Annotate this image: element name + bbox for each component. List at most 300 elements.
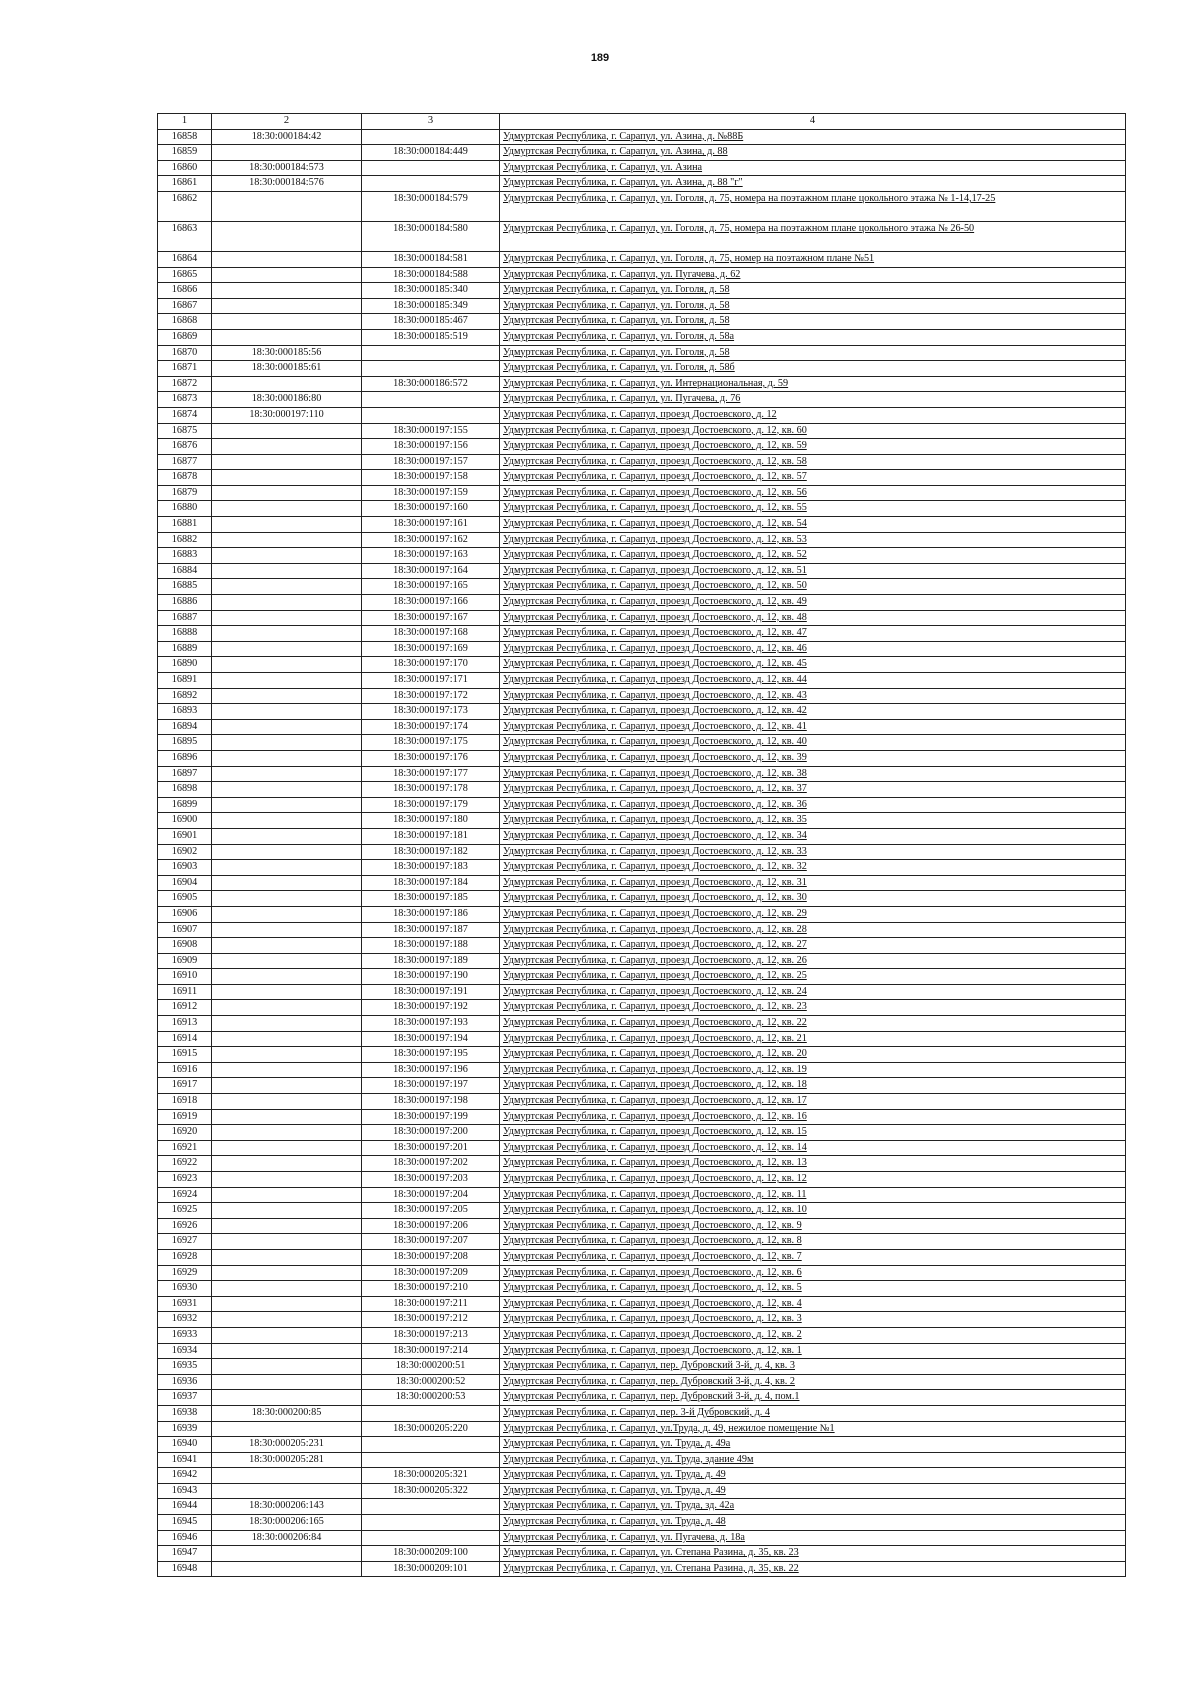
cadastral-number-land <box>212 844 362 860</box>
cadastral-number-land <box>212 610 362 626</box>
table-row <box>158 595 1126 611</box>
address: Удмуртская Республика, г. Сарапул, ул. Азина, д. 88 <box>500 145 1126 161</box>
row-number: 16896 <box>158 750 212 766</box>
cadastral-number-building <box>362 392 500 408</box>
cadastral-number-land <box>212 145 362 161</box>
cadastral-number-land <box>212 1390 362 1406</box>
address: Удмуртская Республика, г. Сарапул, ул. Гоголя, д. 58 <box>500 314 1126 330</box>
row-number: 16884 <box>158 563 212 579</box>
row-number: 16911 <box>158 984 212 1000</box>
table-row <box>158 145 1126 161</box>
table-row <box>158 1109 1126 1125</box>
address: Удмуртская Республика, г. Сарапул, проезд Достоевского, д. 12 <box>500 407 1126 423</box>
cadastral-number-land <box>212 221 362 251</box>
address: Удмуртская Республика, г. Сарапул, проезд Достоевского, д. 12, кв. 59 <box>500 439 1126 455</box>
table-row <box>158 984 1126 1000</box>
cadastral-number-building: 18:30:000197:162 <box>362 532 500 548</box>
cadastral-number-building: 18:30:000184:581 <box>362 251 500 267</box>
address: Удмуртская Республика, г. Сарапул, проезд Достоевского, д. 12, кв. 55 <box>500 501 1126 517</box>
cadastral-number-land <box>212 563 362 579</box>
row-number: 16872 <box>158 376 212 392</box>
address: Удмуртская Республика, г. Сарапул, проезд Достоевского, д. 12, кв. 48 <box>500 610 1126 626</box>
cadastral-number-land <box>212 891 362 907</box>
cadastral-number-land <box>212 735 362 751</box>
cadastral-number-land <box>212 1172 362 1188</box>
row-number: 16867 <box>158 298 212 314</box>
cadastral-number-land <box>212 1062 362 1078</box>
cadastral-number-land <box>212 813 362 829</box>
cadastral-number-building: 18:30:000197:163 <box>362 548 500 564</box>
table-row <box>158 1000 1126 1016</box>
cadastral-number-building: 18:30:000197:156 <box>362 439 500 455</box>
address: Удмуртская Республика, г. Сарапул, ул. Гоголя, д. 58б <box>500 361 1126 377</box>
table-row <box>158 1483 1126 1499</box>
cadastral-number-land <box>212 454 362 470</box>
table-row <box>158 1016 1126 1032</box>
table-row <box>158 1343 1126 1359</box>
cadastral-number-building: 18:30:000197:185 <box>362 891 500 907</box>
row-number: 16902 <box>158 844 212 860</box>
column-header-3: 3 <box>362 114 500 130</box>
row-number: 16863 <box>158 221 212 251</box>
table-row <box>158 860 1126 876</box>
cadastral-number-building: 18:30:000200:51 <box>362 1359 500 1375</box>
row-number: 16910 <box>158 969 212 985</box>
cadastral-number-land <box>212 1218 362 1234</box>
cadastral-number-building: 18:30:000197:207 <box>362 1234 500 1250</box>
row-number: 16875 <box>158 423 212 439</box>
row-number: 16942 <box>158 1468 212 1484</box>
address: Удмуртская Республика, г. Сарапул, ул. Интернациональная, д. 59 <box>500 376 1126 392</box>
cadastral-number-building: 18:30:000197:212 <box>362 1312 500 1328</box>
table-row <box>158 750 1126 766</box>
table-row <box>158 891 1126 907</box>
address: Удмуртская Республика, г. Сарапул, ул. Пугачева, д. 18а <box>500 1530 1126 1546</box>
cadastral-number-building: 18:30:000209:101 <box>362 1561 500 1577</box>
row-number: 16918 <box>158 1094 212 1110</box>
row-number: 16913 <box>158 1016 212 1032</box>
row-number: 16908 <box>158 938 212 954</box>
table-row <box>158 1187 1126 1203</box>
cadastral-number-building: 18:30:000197:191 <box>362 984 500 1000</box>
row-number: 16882 <box>158 532 212 548</box>
address: Удмуртская Республика, г. Сарапул, ул. Пугачева, д. 76 <box>500 392 1126 408</box>
cadastral-number-land <box>212 298 362 314</box>
cadastral-number-land <box>212 1343 362 1359</box>
table-row <box>158 423 1126 439</box>
row-number: 16894 <box>158 719 212 735</box>
table-row <box>158 1530 1126 1546</box>
row-number: 16923 <box>158 1172 212 1188</box>
cadastral-number-land <box>212 532 362 548</box>
cadastral-number-building: 18:30:000197:183 <box>362 860 500 876</box>
address: Удмуртская Республика, г. Сарапул, ул. Труда, д. 48 <box>500 1515 1126 1531</box>
address: Удмуртская Республика, г. Сарапул, проезд Достоевского, д. 12, кв. 12 <box>500 1172 1126 1188</box>
row-number: 16919 <box>158 1109 212 1125</box>
table-row <box>158 828 1126 844</box>
row-number: 16881 <box>158 517 212 533</box>
table-row <box>158 160 1126 176</box>
row-number: 16932 <box>158 1312 212 1328</box>
address: Удмуртская Республика, г. Сарапул, проезд Достоевского, д. 12, кв. 54 <box>500 517 1126 533</box>
cadastral-number-land <box>212 470 362 486</box>
table-row <box>158 517 1126 533</box>
address: Удмуртская Республика, г. Сарапул, проезд Достоевского, д. 12, кв. 13 <box>500 1156 1126 1172</box>
table-row <box>158 1359 1126 1375</box>
row-number: 16874 <box>158 407 212 423</box>
row-number: 16916 <box>158 1062 212 1078</box>
header-row <box>158 114 1126 130</box>
table-row <box>158 1546 1126 1562</box>
cadastral-number-land: 18:30:000205:231 <box>212 1437 362 1453</box>
address: Удмуртская Республика, г. Сарапул, проезд Достоевского, д. 12, кв. 28 <box>500 922 1126 938</box>
row-number: 16873 <box>158 392 212 408</box>
cadastral-number-land <box>212 1561 362 1577</box>
row-number: 16940 <box>158 1437 212 1453</box>
table-row <box>158 704 1126 720</box>
cadastral-number-land <box>212 1187 362 1203</box>
cadastral-number-building: 18:30:000197:211 <box>362 1296 500 1312</box>
cadastral-number-building: 18:30:000184:449 <box>362 145 500 161</box>
cadastral-number-building: 18:30:000197:202 <box>362 1156 500 1172</box>
cadastral-number-land <box>212 1296 362 1312</box>
cadastral-number-building: 18:30:000197:165 <box>362 579 500 595</box>
cadastral-number-land <box>212 1047 362 1063</box>
cadastral-number-building: 18:30:000185:467 <box>362 314 500 330</box>
cadastral-number-building <box>362 361 500 377</box>
cadastral-number-building: 18:30:000197:179 <box>362 797 500 813</box>
cadastral-number-building: 18:30:000197:159 <box>362 485 500 501</box>
table-row <box>158 610 1126 626</box>
table-row <box>158 283 1126 299</box>
table-row <box>158 407 1126 423</box>
address: Удмуртская Республика, г. Сарапул, пер. Дубровский 3-й, д. 4, кв. 3 <box>500 1359 1126 1375</box>
table-row <box>158 267 1126 283</box>
address: Удмуртская Республика, г. Сарапул, проезд Достоевского, д. 12, кв. 29 <box>500 906 1126 922</box>
cadastral-number-land <box>212 314 362 330</box>
row-number: 16935 <box>158 1359 212 1375</box>
address: Удмуртская Республика, г. Сарапул, проезд Достоевского, д. 12, кв. 50 <box>500 579 1126 595</box>
address: Удмуртская Республика, г. Сарапул, проезд Достоевского, д. 12, кв. 19 <box>500 1062 1126 1078</box>
table-row <box>158 439 1126 455</box>
cadastral-number-building: 18:30:000184:580 <box>362 221 500 251</box>
cadastral-number-land <box>212 1483 362 1499</box>
cadastral-number-land <box>212 1374 362 1390</box>
row-number: 16900 <box>158 813 212 829</box>
cadastral-number-building: 18:30:000197:199 <box>362 1109 500 1125</box>
table-row <box>158 501 1126 517</box>
row-number: 16920 <box>158 1125 212 1141</box>
cadastral-number-building: 18:30:000197:206 <box>362 1218 500 1234</box>
cadastral-number-land <box>212 1203 362 1219</box>
cadastral-number-building: 18:30:000197:197 <box>362 1078 500 1094</box>
address: Удмуртская Республика, г. Сарапул, проезд Достоевского, д. 12, кв. 60 <box>500 423 1126 439</box>
cadastral-number-land <box>212 1312 362 1328</box>
cadastral-number-land <box>212 782 362 798</box>
cadastral-number-building: 18:30:000197:198 <box>362 1094 500 1110</box>
address: Удмуртская Республика, г. Сарапул, ул. Азина, д. 88 "г" <box>500 176 1126 192</box>
row-number: 16879 <box>158 485 212 501</box>
cadastral-number-land <box>212 797 362 813</box>
cadastral-number-land <box>212 329 362 345</box>
cadastral-number-building: 18:30:000197:186 <box>362 906 500 922</box>
cadastral-number-land <box>212 1140 362 1156</box>
row-number: 16866 <box>158 283 212 299</box>
cadastral-number-building: 18:30:000197:158 <box>362 470 500 486</box>
address: Удмуртская Республика, г. Сарапул, пер. Дубровский 3-й, д. 4, кв. 2 <box>500 1374 1126 1390</box>
cadastral-number-building: 18:30:000197:167 <box>362 610 500 626</box>
cadastral-number-land <box>212 439 362 455</box>
table-row <box>158 1125 1126 1141</box>
cadastral-number-building: 18:30:000197:194 <box>362 1031 500 1047</box>
table-row <box>158 251 1126 267</box>
address: Удмуртская Республика, г. Сарапул, проезд Достоевского, д. 12, кв. 53 <box>500 532 1126 548</box>
cadastral-number-land <box>212 969 362 985</box>
cadastral-number-building: 18:30:000200:52 <box>362 1374 500 1390</box>
row-number: 16897 <box>158 766 212 782</box>
row-number: 16928 <box>158 1249 212 1265</box>
address: Удмуртская Республика, г. Сарапул, проезд Достоевского, д. 12, кв. 57 <box>500 470 1126 486</box>
cadastral-number-land <box>212 1281 362 1297</box>
row-number: 16907 <box>158 922 212 938</box>
cadastral-number-building <box>362 345 500 361</box>
cadastral-number-land <box>212 626 362 642</box>
address: Удмуртская Республика, г. Сарапул, проезд Достоевского, д. 12, кв. 2 <box>500 1327 1126 1343</box>
table-row <box>158 641 1126 657</box>
cadastral-number-building: 18:30:000197:155 <box>362 423 500 439</box>
table-row <box>158 532 1126 548</box>
address: Удмуртская Республика, г. Сарапул, ул. Труда, зд. 42а <box>500 1499 1126 1515</box>
table-row <box>158 176 1126 192</box>
address: Удмуртская Республика, г. Сарапул, проезд Достоевского, д. 12, кв. 52 <box>500 548 1126 564</box>
row-number: 16917 <box>158 1078 212 1094</box>
cadastral-number-land: 18:30:000205:281 <box>212 1452 362 1468</box>
row-number: 16885 <box>158 579 212 595</box>
cadastral-number-building <box>362 1437 500 1453</box>
table-row <box>158 657 1126 673</box>
row-number: 16860 <box>158 160 212 176</box>
table-row <box>158 1140 1126 1156</box>
row-number: 16938 <box>158 1405 212 1421</box>
row-number: 16936 <box>158 1374 212 1390</box>
address: Удмуртская Республика, г. Сарапул, проезд Достоевского, д. 12, кв. 21 <box>500 1031 1126 1047</box>
table-row <box>158 797 1126 813</box>
address: Удмуртская Республика, г. Сарапул, проезд Достоевского, д. 12, кв. 41 <box>500 719 1126 735</box>
cadastral-number-building: 18:30:000184:588 <box>362 267 500 283</box>
cadastral-number-land <box>212 673 362 689</box>
cadastral-number-building: 18:30:000197:182 <box>362 844 500 860</box>
table-row <box>158 1031 1126 1047</box>
cadastral-number-building: 18:30:000197:177 <box>362 766 500 782</box>
address: Удмуртская Республика, г. Сарапул, проезд Достоевского, д. 12, кв. 27 <box>500 938 1126 954</box>
cadastral-number-building: 18:30:000205:322 <box>362 1483 500 1499</box>
table-row <box>158 1203 1126 1219</box>
table-row <box>158 673 1126 689</box>
cadastral-number-building: 18:30:000197:193 <box>362 1016 500 1032</box>
cadastral-number-land <box>212 1421 362 1437</box>
address: Удмуртская Республика, г. Сарапул, проезд Достоевского, д. 12, кв. 32 <box>500 860 1126 876</box>
table-row <box>158 1499 1126 1515</box>
cadastral-number-land <box>212 922 362 938</box>
table-row <box>158 766 1126 782</box>
cadastral-number-land <box>212 376 362 392</box>
row-number: 16862 <box>158 191 212 221</box>
cadastral-number-building <box>362 1452 500 1468</box>
cadastral-number-land <box>212 750 362 766</box>
cadastral-number-land <box>212 1016 362 1032</box>
table-row <box>158 329 1126 345</box>
table-row <box>158 626 1126 642</box>
row-number: 16883 <box>158 548 212 564</box>
cadastral-number-building <box>362 160 500 176</box>
row-number: 16859 <box>158 145 212 161</box>
address: Удмуртская Республика, г. Сарапул, проезд Достоевского, д. 12, кв. 17 <box>500 1094 1126 1110</box>
row-number: 16943 <box>158 1483 212 1499</box>
address: Удмуртская Республика, г. Сарапул, проезд Достоевского, д. 12, кв. 58 <box>500 454 1126 470</box>
table-row <box>158 361 1126 377</box>
cadastral-number-land: 18:30:000197:110 <box>212 407 362 423</box>
row-number: 16858 <box>158 129 212 145</box>
cadastral-number-land: 18:30:000206:165 <box>212 1515 362 1531</box>
cadastral-number-land <box>212 1327 362 1343</box>
cadastral-number-land <box>212 1156 362 1172</box>
address: Удмуртская Республика, г. Сарапул, проезд Достоевского, д. 12, кв. 26 <box>500 953 1126 969</box>
row-number: 16901 <box>158 828 212 844</box>
page-number: 189 <box>590 52 610 64</box>
row-number: 16929 <box>158 1265 212 1281</box>
address: Удмуртская Республика, г. Сарапул, проезд Достоевского, д. 12, кв. 7 <box>500 1249 1126 1265</box>
table-row <box>158 719 1126 735</box>
cadastral-number-land <box>212 860 362 876</box>
table-row <box>158 1265 1126 1281</box>
row-number: 16898 <box>158 782 212 798</box>
address: Удмуртская Республика, г. Сарапул, ул. Гоголя, д. 58 <box>500 283 1126 299</box>
cadastral-number-building: 18:30:000197:210 <box>362 1281 500 1297</box>
cadastral-number-land <box>212 766 362 782</box>
row-number: 16868 <box>158 314 212 330</box>
address: Удмуртская Республика, г. Сарапул, проезд Достоевского, д. 12, кв. 31 <box>500 875 1126 891</box>
address: Удмуртская Республика, г. Сарапул, ул. Труда, здание 49м <box>500 1452 1126 1468</box>
row-number: 16877 <box>158 454 212 470</box>
cadastral-number-land <box>212 283 362 299</box>
cadastral-number-land <box>212 719 362 735</box>
cadastral-number-land <box>212 953 362 969</box>
cadastral-number-land <box>212 1031 362 1047</box>
cadastral-number-building <box>362 1515 500 1531</box>
cadastral-number-building <box>362 176 500 192</box>
cadastral-number-building: 18:30:000197:209 <box>362 1265 500 1281</box>
cadastral-number-land <box>212 517 362 533</box>
cadastral-number-land <box>212 906 362 922</box>
table-row <box>158 485 1126 501</box>
cadastral-number-building: 18:30:000186:572 <box>362 376 500 392</box>
address: Удмуртская Республика, г. Сарапул, ул. Степана Разина, д. 35, кв. 23 <box>500 1546 1126 1562</box>
address: Удмуртская Республика, г. Сарапул, ул. Азина <box>500 160 1126 176</box>
cadastral-number-land <box>212 641 362 657</box>
row-number: 16890 <box>158 657 212 673</box>
cadastral-number-land <box>212 1468 362 1484</box>
row-number: 16864 <box>158 251 212 267</box>
cadastral-number-building: 18:30:000197:176 <box>362 750 500 766</box>
cadastral-number-land <box>212 267 362 283</box>
table-row <box>158 1468 1126 1484</box>
cadastral-number-building: 18:30:000197:180 <box>362 813 500 829</box>
address: Удмуртская Республика, г. Сарапул, ул. Степана Разина, д. 35, кв. 22 <box>500 1561 1126 1577</box>
address: Удмуртская Республика, г. Сарапул, ул. Гоголя, д. 75, номера на поэтажном плане цокольного этажа № 26-50 <box>500 221 1126 251</box>
address: Удмуртская Республика, г. Сарапул, ул. Труда, д. 49а <box>500 1437 1126 1453</box>
address: Удмуртская Республика, г. Сарапул, ул. Пугачева, д. 62 <box>500 267 1126 283</box>
row-number: 16909 <box>158 953 212 969</box>
cadastral-number-land <box>212 423 362 439</box>
table-row <box>158 1156 1126 1172</box>
address: Удмуртская Республика, г. Сарапул, ул. Труда, д. 49 <box>500 1468 1126 1484</box>
cadastral-number-building: 18:30:000197:201 <box>362 1140 500 1156</box>
row-number: 16926 <box>158 1218 212 1234</box>
address: Удмуртская Республика, г. Сарапул, ул. Гоголя, д. 75, номер на поэтажном плане №51 <box>500 251 1126 267</box>
cadastral-number-building: 18:30:000197:188 <box>362 938 500 954</box>
column-header-1: 1 <box>158 114 212 130</box>
cadastral-number-land <box>212 1359 362 1375</box>
row-number: 16893 <box>158 704 212 720</box>
cadastral-number-building <box>362 129 500 145</box>
cadastral-number-land <box>212 1078 362 1094</box>
cadastral-number-land <box>212 875 362 891</box>
address: Удмуртская Республика, г. Сарапул, проезд Достоевского, д. 12, кв. 34 <box>500 828 1126 844</box>
row-number: 16927 <box>158 1234 212 1250</box>
address: Удмуртская Республика, г. Сарапул, проезд Достоевского, д. 12, кв. 5 <box>500 1281 1126 1297</box>
table-row <box>158 906 1126 922</box>
cadastral-number-building: 18:30:000197:164 <box>362 563 500 579</box>
row-number: 16891 <box>158 673 212 689</box>
table-row <box>158 1234 1126 1250</box>
row-number: 16892 <box>158 688 212 704</box>
cadastral-number-land <box>212 984 362 1000</box>
cadastral-number-building: 18:30:000197:173 <box>362 704 500 720</box>
row-number: 16895 <box>158 735 212 751</box>
row-number: 16925 <box>158 1203 212 1219</box>
cadastral-number-land <box>212 191 362 221</box>
cadastral-number-building: 18:30:000197:169 <box>362 641 500 657</box>
address: Удмуртская Республика, г. Сарапул, проезд Достоевского, д. 12, кв. 8 <box>500 1234 1126 1250</box>
address: Удмуртская Республика, г. Сарапул, проезд Достоевского, д. 12, кв. 1 <box>500 1343 1126 1359</box>
address: Удмуртская Республика, г. Сарапул, проезд Достоевского, д. 12, кв. 20 <box>500 1047 1126 1063</box>
address: Удмуртская Республика, г. Сарапул, проезд Достоевского, д. 12, кв. 23 <box>500 1000 1126 1016</box>
address: Удмуртская Республика, г. Сарапул, проезд Достоевского, д. 12, кв. 18 <box>500 1078 1126 1094</box>
cadastral-number-building <box>362 1530 500 1546</box>
cadastral-number-building: 18:30:000200:53 <box>362 1390 500 1406</box>
row-number: 16904 <box>158 875 212 891</box>
table-row <box>158 470 1126 486</box>
row-number: 16946 <box>158 1530 212 1546</box>
table-row <box>158 1452 1126 1468</box>
cadastral-number-land <box>212 595 362 611</box>
table-row <box>158 191 1126 221</box>
table-row <box>158 1437 1126 1453</box>
cadastral-number-land <box>212 501 362 517</box>
cadastral-number-building: 18:30:000197:196 <box>362 1062 500 1078</box>
table-row <box>158 1327 1126 1343</box>
cadastral-number-building: 18:30:000197:171 <box>362 673 500 689</box>
table-row <box>158 1312 1126 1328</box>
table-row <box>158 563 1126 579</box>
cadastral-number-building: 18:30:000197:178 <box>362 782 500 798</box>
cadastral-number-building: 18:30:000197:189 <box>362 953 500 969</box>
table-row <box>158 1281 1126 1297</box>
address: Удмуртская Республика, г. Сарапул, ул. Гоголя, д. 75, номера на поэтажном плане цокольного этажа № 1-14,17-25 <box>500 191 1126 221</box>
table-row <box>158 579 1126 595</box>
row-number: 16865 <box>158 267 212 283</box>
cadastral-number-building: 18:30:000197:214 <box>362 1343 500 1359</box>
